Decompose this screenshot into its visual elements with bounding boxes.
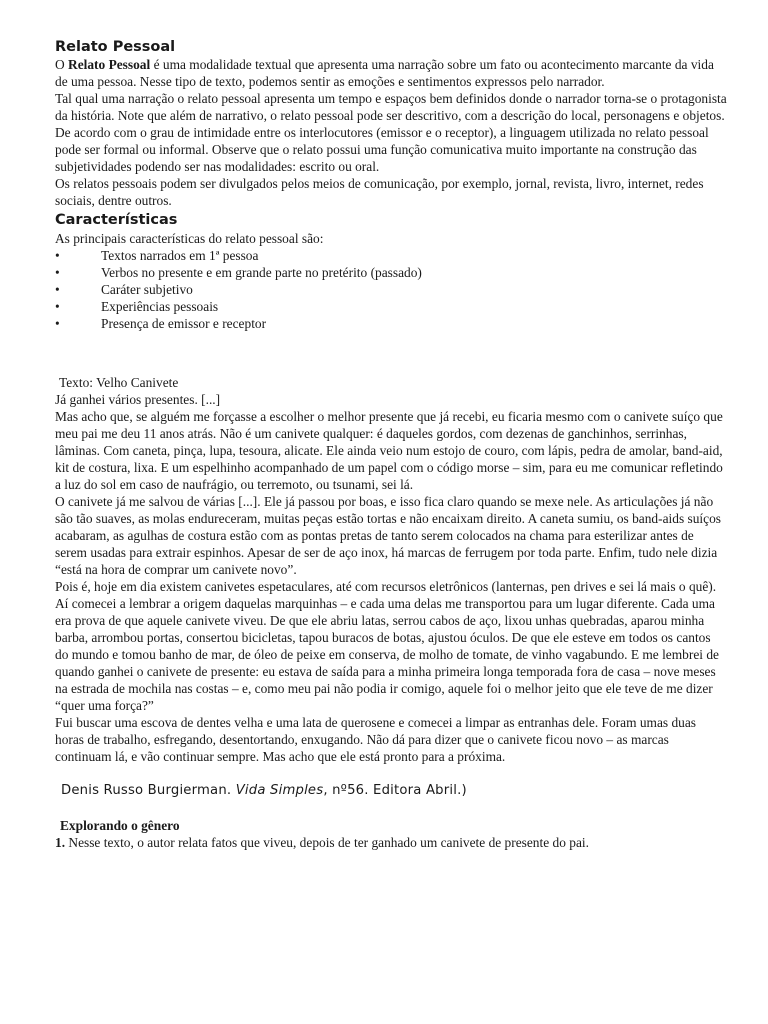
source-work: Vida Simples: [235, 783, 324, 798]
characteristics-list: [55, 247, 727, 332]
list-item: • Verbos no presente e em grande parte no pretérito (passado): [55, 264, 727, 281]
story-paragraph: Fui buscar uma escova de dentes velha e uma lata de querosene e comecei a limpar as entranhas dele. Foram umas duas horas de trabalho, esfregando, desentortando, enxugando. Não dá para dizer que o canivete ficou novo – as marcas continuam lá, e vão continuar sempre. Mas acho que ele está pronto para a próxima.: [55, 715, 697, 764]
intro-paragraph-4: Os relatos pessoais podem ser divulgados pelos meios de comunicação, por exemplo, jornal, revista, livro, internet, redes sociais, dentre outros.: [55, 176, 704, 208]
story-paragraph: Já ganhei vários presentes. [...]: [55, 392, 221, 407]
list-item: • Experiências pessoais: [55, 298, 727, 315]
question-1: [55, 834, 727, 851]
list-item: • Textos narrados em 1ª pessoa: [55, 247, 727, 264]
document-body: [55, 38, 727, 851]
source-citation: [61, 782, 727, 800]
characteristics-lead: As principais características do relato pessoal são:: [55, 231, 324, 246]
intro-rest: é uma modalidade textual que apresenta uma narração sobre um fato ou acontecimento marcante da vida de uma pessoa. Nesse tipo de texto, podemos sentir as emoções e sentimentos expressos pelo narrador.: [55, 57, 714, 89]
exploration-heading: Explorando o gênero: [60, 818, 180, 833]
intro-paragraph-1: [55, 56, 727, 90]
story-label: Texto: Velho Canivete: [59, 375, 179, 390]
question-number: 1.: [55, 835, 66, 850]
characteristics-heading: Características: [55, 212, 178, 228]
question-text: Nesse texto, o autor relata fatos que viveu, depois de ter ganhado um canivete de presente do pai.: [65, 835, 589, 850]
story-paragraph: O canivete já me salvou de várias [...]. Ele já passou por boas, e isso fica claro quando se mexe nele. As articulações já não são tão suaves, as molas endureceram, muitas peças estão tortas e não encaixam direito. A caneta sumiu, os band-aids suíços acabaram, as agulhas de costura estão com as pontas pretas de tanto serem colocados na chama para esterilizar antes de serem usadas para extrair espinhos. Apesar de ser de aço inox, há marcas de ferrugem por toda parte. Enfim, tudo nele dizia “está na hora de comprar um canivete novo”.: [55, 494, 721, 577]
exploration-section: [55, 817, 727, 851]
source-rest: , nº56. Editora Abril.): [323, 783, 467, 798]
intro-paragraph-2: Tal qual uma narração o relato pessoal apresenta um tempo e espaços bem definidos donde o narrador torna-se o protagonista da história. Note que além de narrativo, o relato pessoal pode ser descritivo, com a descrição do local, personagens e objetos.: [55, 91, 727, 123]
story-paragraph: Pois é, hoje em dia existem canivetes espetaculares, até com recursos eletrônicos (lanternas, pen drives e sei lá mais o quê). Aí comecei a lembrar a origem daquelas marquinhas – e cada uma delas me transportou para um lugar diferente. Cada uma era prova de que aquele canivete viveu. De que ele abriu latas, serrou cabos de aço, lixou unhas quebradas, aparou minha barba, arrombou portas, consertou bicicletas, tapou buracos de botas, ajustou óculos. De que ele esteve em todos os cantos do mundo e tomou banho de mar, de óleo de peixe em conserva, de molho de tomate, de vinho vagabundo. E me lembrei de quando ganhei o canivete de presente: eu estava de saída para a minha primeira longa temporada fora de casa – nove meses na estrada de mochila nas costas – e, como meu pai não podia ir comigo, aquele foi o melhor jeito que ele teve de me dizer “quer uma força?”: [55, 579, 719, 713]
list-item: • Caráter subjetivo: [55, 281, 727, 298]
story-paragraph: Mas acho que, se alguém me forçasse a escolher o melhor presente que já recebi, eu ficaria mesmo com o canivete suíço que meu pai me deu 11 anos atrás. Não é um canivete qualquer: é daqueles gordos, com dezenas de ganchinhos, serrinhas, lâminas. Com caneta, pinça, lupa, tesoura, alicate. Ele ainda veio num estojo de couro, com lápis, pedra de amolar, band-aid, kit de costura, lixa. E um espelhinho acompanhado de um papel com o código morse – sim, para eu me comunicar refletindo a luz do sol em caso de naufrágio, ou terremoto, ou tsunami, sei lá.: [55, 409, 723, 492]
spacer: [55, 332, 727, 374]
intro-prefix: O: [55, 57, 69, 72]
intro-bold-term: Relato Pessoal: [68, 57, 151, 72]
page-title: Relato Pessoal: [55, 39, 176, 55]
list-item: • Presença de emissor e receptor: [55, 315, 727, 332]
source-author: Denis Russo Burgierman.: [61, 783, 236, 798]
intro-paragraph-3: De acordo com o grau de intimidade entre os interlocutores (emissor e o receptor), a linguagem utilizada no relato pessoal pode ser formal ou informal. Observe que o relato possui uma função comunicativa muito importante na construção das subjetividades podendo ser nas modalidades: escrito ou oral.: [55, 125, 709, 174]
